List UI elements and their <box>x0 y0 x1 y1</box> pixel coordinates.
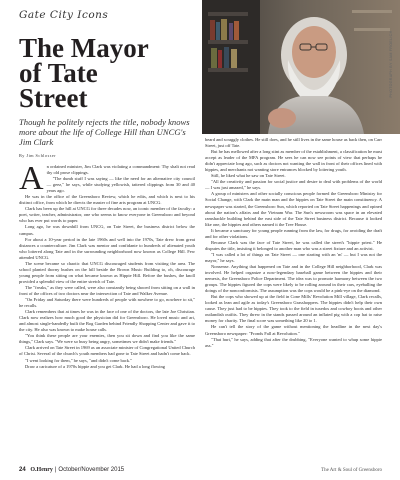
body-paragraph: Because Clark was the face of Tate Street, he was called the street's "hippie priest." He disputes the title, insisting it belonged to another man who was a street fixture and an activist. <box>205 239 382 251</box>
body-paragraph: Long ago, he was downhill from UNCG, on Tate Street, the business district below the campus. <box>19 224 195 236</box>
issue-date: October/November 2015 <box>58 467 125 473</box>
body-paragraph: The scene became so chaotic that UNCG discouraged students from visiting the area. The school planted thorny bushes on the hill beside the Brown Music Building to, oh, discourage young people from sitting on what became known as Hippie Hill. Before the bushes, the knoll provided a splendid view of the entire stretch of Tate. <box>19 260 195 284</box>
title-line: Street <box>19 83 88 113</box>
body-paragraph: Clark remembers that at times he was in the face of one of the doctors, the late Joe Christian. Clark now realizes how much good the physician did for Greensboro. He loved music and art, and almost single-handedly built the Bog Garden behind Friendly Shopping Center and gave it to the city. He also was known to make house calls. <box>19 309 195 333</box>
body-paragraph: Clark arrived on Tate Street in 1969 as an associate minister of Congregational United Church of Christ. Several of the church's youth members had gone to Tate Street and hadn't come back. <box>19 345 195 357</box>
body-paragraph: "You think these people are your enemies, then you sit down and find you like the same things," Clark says. "We were so busy being angry, sometimes we didn't make friends." <box>19 333 195 345</box>
folio: 24 O.Henry | October/November 2015 <box>19 467 125 473</box>
body-paragraph: "On Friday and Saturday there were hundreds of people with nowhere to go, nowhere to sit," he recalls. <box>19 297 195 309</box>
portrait-photo-illustration <box>202 0 400 134</box>
body-paragraph: Still, he liked what he saw on Tate Street. <box>211 173 286 179</box>
body-paragraph: He was in the office of the Greensboro Review, which he edits, and which is next to his distinct office, from which he directs the master of fine arts program at UNCG. <box>19 194 195 206</box>
body-paragraph: He can't tell the story of the game without mentioning the headline in the next day's Greensboro newspaper: "Fronds Fall at Revolution." <box>205 324 382 336</box>
body-paragraph: "All the creativity and passion for social justice and desire to deal with problems of the world — I was just amazed," he says. <box>205 179 382 191</box>
magazine-tagline: The Art & Soul of Greensboro <box>321 468 382 473</box>
body-paragraph: The "freaks," as they were called, were also constantly being shooed from sitting on a wall in front of the offices of two doctors near the intersection of Tate and Walker Avenue. <box>19 284 195 296</box>
body-paragraph: Nonsense. Anything that happened on Tate and in the College Hill neighborhood, Clark was involved. He helped organize a now-legendary baseball game between the hippies and their nemesis, the Greensboro Police Department. The idea was to promote harmony between the two groups. The hippies figured the cops were likely to be rolling around in their cars, eyeballing the doings of the nonconformists. The assumption was the cops would be a pink-eye on the diamond. <box>205 263 382 294</box>
body-paragraph: But the cops who showed up at the field in Cone Mills' Revolution Mill village, Clark recalls, looked as lean and agile as today's Greensboro Grasshoppers. The hippies didn't help their own cause. They just had to be hippies. They took to the field in tuxedos and cowboy boots and other outlandish outfits. They threw in the stands passed around an inflated pig with a cop hat to raise money for charity. The final score was something like 20 to 1. <box>205 294 382 324</box>
article-title <box>19 33 179 113</box>
section-label: Gate City Icons <box>19 9 109 21</box>
page-number: 24 <box>19 467 26 473</box>
body-paragraph: But he has mellowed after a long stint as member of the establishment, a classification he must accept as leader of the MFA program. He sees he can now see points of view that perhaps he didn't appreciate long ago, such as doctors not wanting the wall in front of their offices lined with hippies, and merchants not wanting store entrances blocked by loitering youth. <box>205 149 382 173</box>
byline: By Jim Schlosser <box>19 153 57 158</box>
magazine-name: O.Henry <box>30 467 53 473</box>
body-paragraph: An ordained minister, Jim Clark was violating a commandment: Thy shalt not read thy old prose clippings. <box>19 164 195 197</box>
page-footer <box>0 466 400 480</box>
title-line: of Tate <box>19 58 98 88</box>
body-paragraph: "I was called a lot of things on Tate Street — one starting with an 'm' — but I was not the mayor," he says. <box>205 251 382 263</box>
body-paragraph: Clark has been up the hill at UNCG for three decades now, an iconic member of the faculty: a poet, writer, teacher, administrator, one who seems to know everyone in Greensboro and beyond who has ever put words to paper. <box>19 206 195 224</box>
body-paragraph: For about a 10-year period in the late 1960s and well into the 1970s, Tate drew from great distances a counterculture. Jim Clark was mentor and confidante to hundreds of alienated youth who loitered along Tate and in the surrounding neighborhood now known as College Hill. Few attended UNCG. <box>19 236 195 260</box>
body-paragraph: "I went looking for them," he says, "and didn't come back." <box>25 357 133 363</box>
body-paragraph: A group of ministers and other socially conscious people formed the Greensboro Ministry for Social Change, with Clark the main man and the hippies on Tate Street the main constituency. A newspaper was started, the Greensboro Sun, which reported on Tate Street happenings and opined about the nation's affairs and the Vietnam War. The Sun's newsroom was space in an elevated ramshackle building behind the east side of the Tate Street business district. Because it looked like one, the hippies and others named it the Tree House. <box>205 191 382 227</box>
photo-credit: PHOTOGRAPH BY SAM FROELICH <box>389 30 393 98</box>
body-paragraph: "That hurt," he says, adding that after the drubbing, "Everyone wanted to whup some hippie ass." <box>205 336 382 348</box>
article-subtitle: Though he politely rejects the title, nobody knows more about the life of College Hill than UNCG's Jim Clark <box>19 117 190 147</box>
body-column-right <box>205 137 382 463</box>
body-paragraph: It became a sanctuary for young people running from the law, for drugs, for avoiding the draft and for other violations. <box>205 227 382 239</box>
body-paragraph: Draw a caricature of a 1970s hippie and you get Clark. He had a long flowing <box>25 363 165 369</box>
title-line: The Mayor <box>19 33 149 63</box>
body-column-left <box>19 164 195 462</box>
body-paragraph: "The dumb stuff I was saying — like the need for an alternative city council — geez," he says, while studying yellowish, tattered clippings from 30 and 40 years ago. <box>46 176 195 194</box>
portrait-photo <box>202 0 400 134</box>
drop-cap: A <box>19 164 44 197</box>
body-paragraph: beard and scraggly clothes. He still does, and he still lives in the same house as back then, on Carr Street, just off Tate. <box>205 137 382 149</box>
